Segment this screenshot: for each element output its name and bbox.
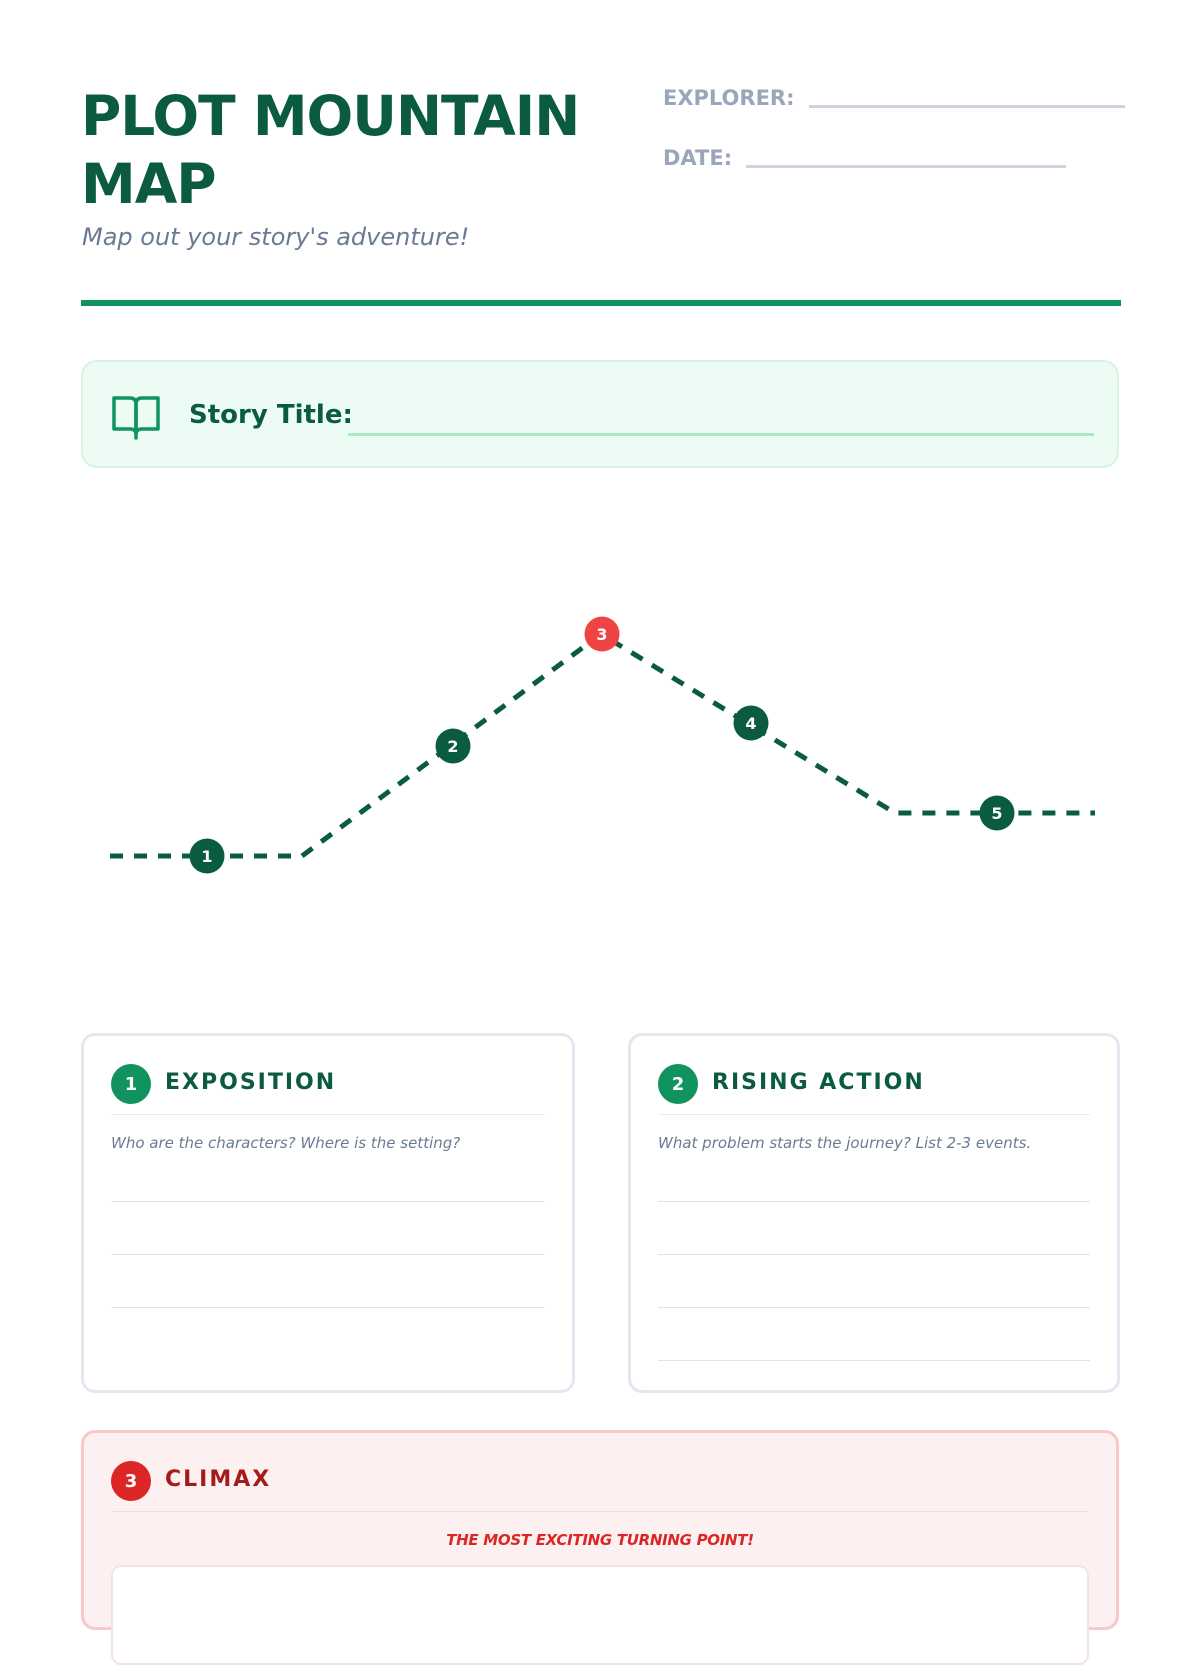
exposition-title: EXPOSITION	[165, 1070, 337, 1095]
svg-text:4: 4	[745, 714, 757, 733]
date-label: DATE:	[663, 146, 733, 170]
climax-card-header	[111, 1461, 1089, 1512]
rising-action-card-header	[658, 1064, 1090, 1115]
exposition-number-badge: 1	[111, 1064, 151, 1104]
climax-title: CLIMAX	[165, 1467, 272, 1492]
svg-text:5: 5	[991, 804, 1003, 823]
rising-action-title: RISING ACTION	[712, 1070, 925, 1095]
rising-action-write-line[interactable]	[658, 1307, 1090, 1308]
explorer-label: EXPLORER:	[663, 86, 795, 110]
climax-tagline: THE MOST EXCITING TURNING POINT!	[446, 1531, 754, 1549]
header-divider	[81, 300, 1121, 306]
story-title-label: Story Title:	[189, 400, 353, 430]
climax-answer-field[interactable]	[111, 1565, 1089, 1665]
plot-mountain-diagram	[0, 600, 1200, 880]
open-book-icon	[111, 394, 161, 440]
worksheet-header	[81, 82, 1121, 302]
explorer-input-line[interactable]	[809, 105, 1125, 108]
plot-marker-3	[585, 617, 620, 652]
plot-marker-5	[980, 796, 1015, 831]
rising-action-write-line[interactable]	[658, 1360, 1090, 1361]
svg-text:2: 2	[447, 737, 459, 756]
rising-action-write-line[interactable]	[658, 1201, 1090, 1202]
date-field-row	[663, 146, 1066, 170]
exposition-prompt: Who are the characters? Where is the setting?	[111, 1134, 461, 1152]
climax-number-badge: 3	[111, 1461, 151, 1501]
plot-marker-2	[436, 729, 471, 764]
story-title-input-line[interactable]	[348, 433, 1094, 436]
plot-marker-4	[734, 706, 769, 741]
rising-action-prompt: What problem starts the journey? List 2-3 events.	[658, 1134, 1032, 1152]
plot-mountain-path	[110, 634, 1095, 856]
climax-card	[81, 1430, 1119, 1630]
svg-text:1: 1	[201, 847, 213, 866]
plot-marker-1	[190, 839, 225, 874]
page-subtitle: Map out your story's adventure!	[82, 223, 470, 251]
exposition-write-line[interactable]	[111, 1201, 545, 1202]
page-title: PLOT MOUNTAIN MAP	[81, 84, 580, 216]
rising-action-number-badge: 2	[658, 1064, 698, 1104]
exposition-write-line[interactable]	[111, 1307, 545, 1308]
explorer-field-row	[663, 86, 1125, 110]
date-input-line[interactable]	[746, 165, 1066, 168]
exposition-write-line[interactable]	[111, 1254, 545, 1255]
exposition-card-header	[111, 1064, 545, 1115]
svg-text:3: 3	[596, 625, 608, 644]
exposition-card	[81, 1033, 575, 1393]
story-title-box	[81, 360, 1119, 468]
rising-action-write-line[interactable]	[658, 1254, 1090, 1255]
rising-action-card	[628, 1033, 1120, 1393]
